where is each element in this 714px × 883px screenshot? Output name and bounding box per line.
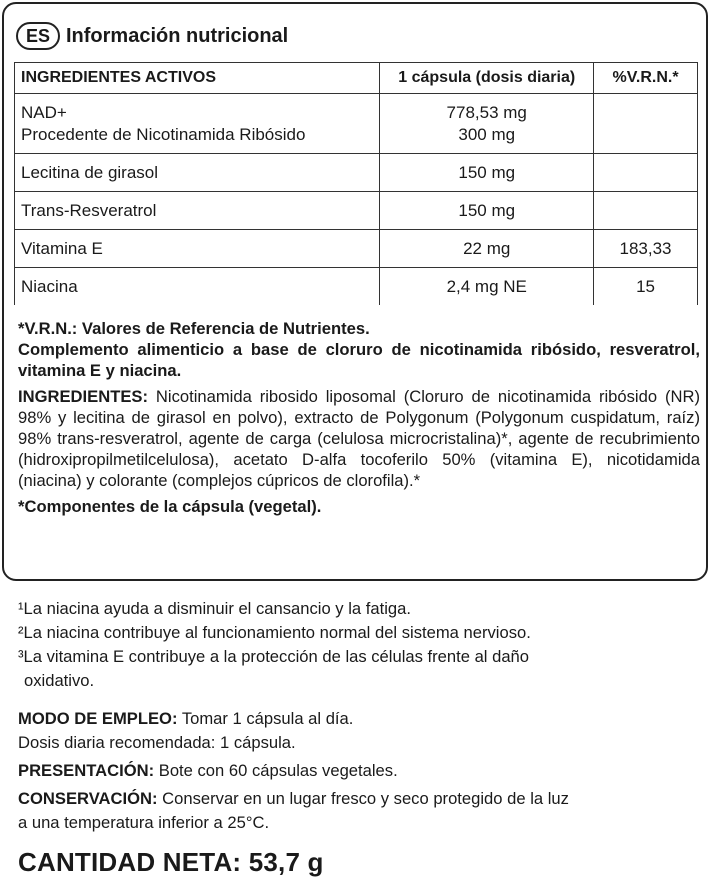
ingredients-label: INGREDIENTES: [18,387,148,406]
ingredient-vrn: 183,33 [594,230,698,268]
mode-text: Tomar 1 cápsula al día. [181,709,354,728]
ingredient-dose: 22 mg [380,230,594,268]
column-header: %V.R.N.* [594,63,698,94]
mode-of-use [18,707,708,731]
storage-label: CONSERVACIÓN: [18,789,158,808]
ingredients-text: Nicotinamida ribosido liposomal (Cloruro de nicotinamida ribósido (NR) 98% y lecitina de girasol en polvo), extracto de Polygonum (Polygonum cuspidatum, raíz) 98% trans-resveratrol, agente de carga (celulosa microcristalina)*, agente de recubrimiento (hidroxipropilmetilcelulosa), acetato D-alfa tocoferilo 50% (vitamina E), nicotidamida (niacina) y colorante (complejos cúpricos de clorofila).* [18,387,700,490]
ingredient-dose [380,94,594,154]
claim-line: ¹La niacina ayuda a disminuir el cansancio y la fatiga. [18,599,411,618]
table-header-row [15,63,698,94]
panel-title: Información nutricional [66,24,289,47]
nutrition-table [14,62,698,305]
table-row [15,268,698,306]
column-header: INGREDIENTES ACTIVOS [15,63,380,94]
ingredient-dose: 150 mg [380,192,594,230]
panel-notes [18,318,700,517]
language-badge: ES [16,22,60,50]
ingredient-vrn [594,154,698,192]
table-row [15,154,698,192]
ingredients-paragraph [18,386,700,491]
ingredient-name: Niacina [15,268,380,306]
storage [18,787,708,811]
ingredient-name-line: Procedente de Nicotinamida Ribósido [21,124,306,144]
claim-line: ²La niacina contribuye al funcionamiento normal del sistema nervioso. [18,623,531,642]
usage-section [18,707,708,835]
table-row [15,192,698,230]
presentation [18,759,708,783]
ingredient-dose: 2,4 mg NE [380,268,594,306]
dose-line: 778,53 mg [446,102,527,122]
claim-line: ³La vitamina E contribuye a la protección de las células frente al daño [18,647,530,666]
dose-line: 300 mg [458,124,516,144]
ingredient-name: Trans-Resveratrol [15,192,380,230]
net-quantity: CANTIDAD NETA: 53,7 g [18,847,324,877]
ingredient-vrn [594,94,698,154]
panel-header [16,20,288,52]
mode-label: MODO DE EMPLEO: [18,709,178,728]
daily-dose: Dosis diaria recomendada: 1 cápsula. [18,733,296,752]
ingredient-name: Lecitina de girasol [15,154,380,192]
vrn-definition: *V.R.N.: Valores de Referencia de Nutrientes. [18,319,370,338]
claim-line: oxidativo. [24,671,95,690]
presentation-text: Bote con 60 cápsulas vegetales. [158,761,398,780]
ingredient-name-line: NAD+ [21,102,67,122]
supplement-description: Complemento alimenticio a base de cloruro de nicotinamida ribósido, resveratrol, vitamina E y niacina. [18,340,700,380]
ingredient-name [15,94,380,154]
column-header: 1 cápsula (dosis diaria) [380,63,594,94]
capsule-note: *Componentes de la cápsula (vegetal). [18,497,322,516]
ingredient-dose: 150 mg [380,154,594,192]
health-claims [18,597,708,693]
ingredient-vrn [594,192,698,230]
ingredient-name: Vitamina E [15,230,380,268]
presentation-label: PRESENTACIÓN: [18,761,155,780]
ingredient-vrn: 15 [594,268,698,306]
storage-text: Conservar en un lugar fresco y seco protegido de la luz [162,789,569,808]
storage-text-continued: a una temperatura inferior a 25°C. [18,813,270,832]
table-row [15,230,698,268]
table-row [15,94,698,154]
